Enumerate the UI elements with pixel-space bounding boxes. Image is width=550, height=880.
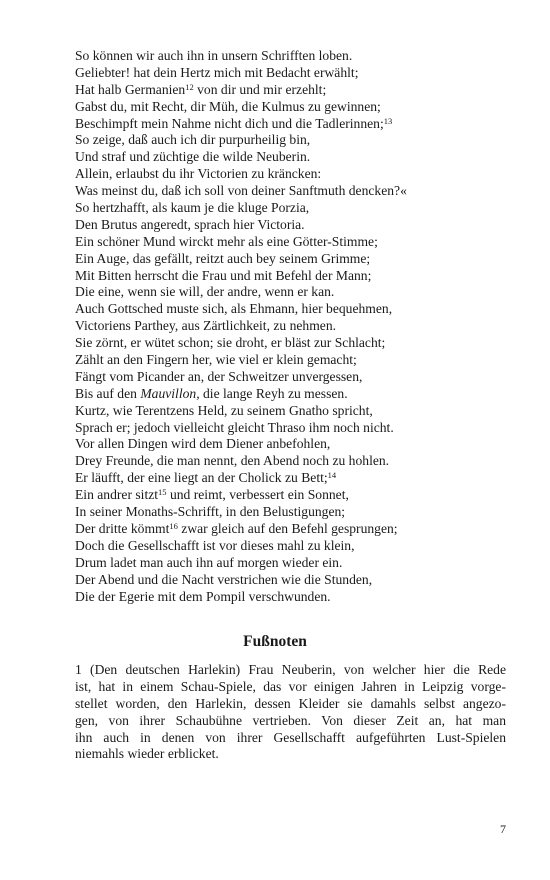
poem-line (75, 284, 515, 301)
poem-line-text: So zeige, daß auch ich dir purpurheilig bin, (75, 132, 311, 148)
poem-line (75, 453, 515, 470)
poem-line (75, 268, 515, 285)
poem-line (75, 504, 515, 521)
poem-line-text: Fängt vom Picander an, der Schweitzer unvergessen, (75, 368, 363, 384)
poem-line (75, 589, 515, 606)
poem-line-text: die lange Reyh zu messen. (199, 385, 348, 401)
poem-line-text: Sprach er; jedoch vielleicht gleicht Thraso ihm noch nicht. (75, 419, 394, 435)
poem-line (75, 251, 515, 268)
footnote-marker: 16 (169, 520, 178, 531)
poem-line (75, 65, 515, 82)
footnote-1 (75, 662, 506, 763)
poem-line-text: Gabst du, mit Recht, dir Müh, die Kulmus zu gewinnen; (75, 98, 381, 114)
poem-line (75, 234, 515, 251)
poem-line-text: Den Brutus angeredt, sprach hier Victoria. (75, 216, 305, 232)
poem-line (75, 352, 515, 369)
poem-line (75, 369, 515, 386)
poem-line (75, 318, 515, 335)
poem-line (75, 538, 515, 555)
poem-line-text: Die der Egerie mit dem Pompil verschwunden. (75, 588, 331, 604)
poem-line-text: und reimt, verbessert ein Sonnet, (166, 487, 349, 503)
poem-line-text: Kurtz, wie Terentzens Held, zu seinem Gnatho spricht, (75, 402, 373, 418)
poem-line (75, 420, 515, 437)
footnote-line: gen, von ihrer Schaubühne vertrieben. Von dieser Zeit an, hat man (75, 712, 506, 728)
poem-line-text: Ein schöner Mund wirckt mehr als eine Götter-Stimme; (75, 233, 378, 249)
poem-line-text: Die eine, wenn sie will, der andre, wenn er kan. (75, 284, 335, 300)
poem-line-text: Was meinst du, daß ich soll von deiner Sanftmuth dencken?« (75, 183, 407, 199)
footnote-line: ihn auch in denen von ihrer Gesellschafft aufgeführten Lust-Spielen (75, 729, 506, 745)
poem-line-text: Geliebter! hat dein Hertz mich mit Bedacht erwählt; (75, 64, 359, 80)
footnote-line: stellet worden, den Harlekin, dessen Kleider sie damahls selbst angezo- (75, 695, 506, 711)
poem-line-text: Drey Freunde, die man nennt, den Abend noch zu hohlen. (75, 453, 390, 469)
poem-line-text: In seiner Monaths-Schrifft, in den Belustigungen; (75, 504, 346, 520)
footnote-marker: 13 (383, 115, 393, 126)
poem-emphasis: Mauvillon, (140, 385, 200, 401)
poem-line (75, 200, 515, 217)
poem-line-text: Zählt an den Fingern her, wie viel er klein gemacht; (75, 352, 357, 368)
poem-line (75, 149, 515, 166)
poem-line (75, 82, 515, 99)
poem-line-text: Doch die Gesellschafft ist vor dieses mahl zu klein, (75, 537, 355, 553)
poem-line-text: Der dritte kömmt (75, 520, 170, 536)
footnotes-heading: Fußnoten (243, 633, 307, 650)
poem-line (75, 335, 515, 352)
poem-line-text: von dir und mir erzehlt; (193, 81, 327, 97)
poem-text (75, 48, 515, 605)
poem-line (75, 470, 515, 487)
poem-line-text: Beschimpft mein Nahme nicht dich und die Tadlerinnen; (75, 115, 384, 131)
poem-line-text: Vor allen Dingen wird dem Diener anbefohlen, (75, 436, 331, 452)
poem-line (75, 521, 515, 538)
poem-line-text: Er läufft, der eine liegt an der Cholick zu Bett; (75, 470, 328, 486)
poem-line (75, 99, 515, 116)
footnote-marker: 15 (158, 487, 167, 498)
poem-line (75, 116, 515, 133)
poem-line (75, 166, 515, 183)
poem-line-text: Victoriens Parthey, aus Zärtlichkeit, zu nehmen. (75, 318, 337, 334)
page-number: 7 (500, 822, 506, 836)
poem-line-text: So hertzhafft, als kaum je die kluge Porzia, (75, 200, 310, 216)
poem-line-text: Mit Bitten herrscht die Frau und mit Befehl der Mann; (75, 267, 372, 283)
poem-line-text: Und straf und züchtige die wilde Neuberin. (75, 149, 311, 165)
poem-line-text: Allein, erlaubst du ihr Victorien zu kräncken: (75, 166, 322, 182)
poem-line-text: Drum ladet man auch ihn auf morgen wieder ein. (75, 554, 343, 570)
footnote-line: niemahls wieder erblicket. (75, 746, 219, 762)
footnote-line: 1 (Den deutschen Harlekin) Frau Neuberin, von welcher hier die Rede (75, 662, 506, 677)
footnote-marker: 12 (185, 81, 194, 92)
poem-line (75, 217, 515, 234)
poem-line (75, 386, 515, 403)
poem-line-text: Bis auf den (75, 385, 141, 401)
poem-line-text: Ein andrer sitzt (75, 487, 159, 503)
poem-line (75, 555, 515, 572)
poem-line (75, 572, 515, 589)
poem-line (75, 487, 515, 504)
poem-line (75, 48, 515, 65)
poem-line-text: So können wir auch ihn in unsern Schrifften loben. (75, 48, 353, 63)
poem-line-text: Hat halb Germanien (75, 81, 186, 97)
poem-line-text: Sie zörnt, er wütet schon; sie droht, er bläst zur Schlacht; (75, 335, 386, 351)
poem-line-text: Ein Auge, das gefällt, reitzt auch bey seinem Grimme; (75, 250, 371, 266)
poem-line (75, 301, 515, 318)
poem-line-text: zwar gleich auf den Befehl gesprungen; (177, 520, 398, 536)
poem-line-text: Auch Gottsched muste sich, als Ehmann, hier bequehmen, (75, 301, 393, 317)
footnote-marker: 14 (327, 470, 337, 481)
poem-line (75, 132, 515, 149)
poem-line (75, 183, 515, 200)
footnote-line: ist, hat in einem Schau-Spiele, das vor einigen Jahren in Leipzig vorge- (75, 678, 506, 694)
poem-line (75, 436, 515, 453)
poem-line (75, 403, 515, 420)
poem-line-text: Der Abend und die Nacht verstrichen wie die Stunden, (75, 571, 373, 587)
